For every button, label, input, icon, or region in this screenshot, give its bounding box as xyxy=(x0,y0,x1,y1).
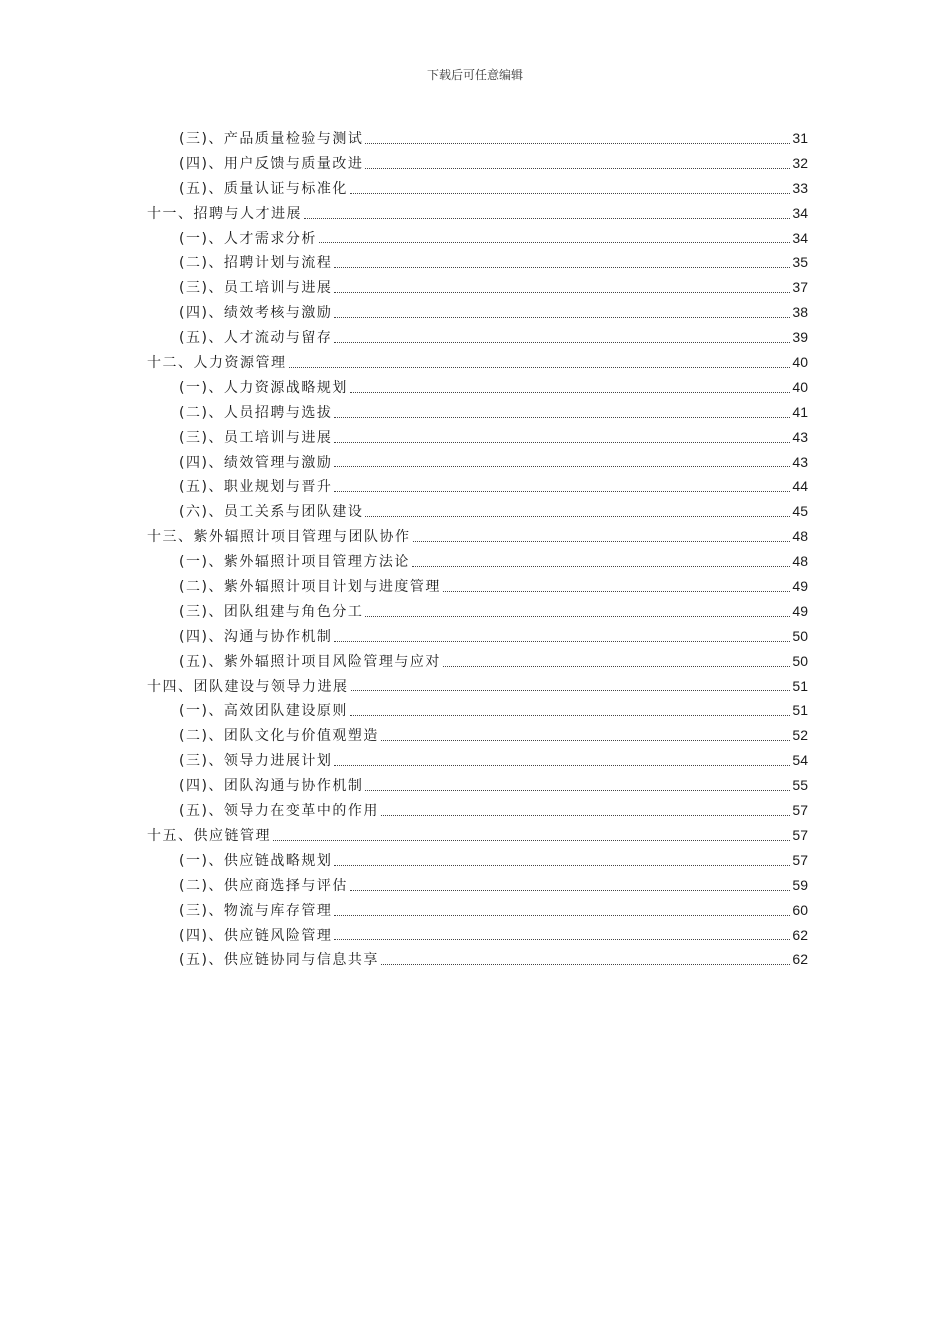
toc-entry[interactable] xyxy=(147,823,808,848)
toc-entry-label: (五)、领导力在变革中的作用 xyxy=(179,803,379,820)
toc-entry-label: (二)、供应商选择与评估 xyxy=(179,877,348,894)
toc-entry[interactable] xyxy=(147,873,808,898)
toc-entry-label: (四)、沟通与协作机制 xyxy=(179,628,333,645)
toc-entry[interactable] xyxy=(147,300,808,325)
toc-entry-label: (三)、团队组建与角色分工 xyxy=(179,603,364,620)
toc-entry[interactable] xyxy=(147,898,808,923)
toc-entry-label: (三)、员工培训与进展 xyxy=(179,429,333,446)
toc-entry[interactable] xyxy=(147,474,808,499)
toc-entry[interactable] xyxy=(147,549,808,574)
toc-entry-label: 十四、团队建设与领导力进展 xyxy=(147,678,349,695)
toc-entry-page-number: 33 xyxy=(792,179,808,196)
toc-entry-page-number: 38 xyxy=(792,304,808,321)
toc-dot-leader xyxy=(365,135,790,144)
toc-entry[interactable] xyxy=(147,425,808,450)
toc-entry-label: 十一、招聘与人才进展 xyxy=(147,205,302,222)
toc-dot-leader xyxy=(443,583,790,592)
toc-entry-page-number: 57 xyxy=(792,826,808,843)
toc-dot-leader xyxy=(365,608,790,617)
toc-entry-label: (二)、团队文化与价值观塑造 xyxy=(179,728,379,745)
toc-dot-leader xyxy=(334,931,790,940)
toc-entry[interactable] xyxy=(147,599,808,624)
toc-entry-label: (四)、供应链风险管理 xyxy=(179,927,333,944)
toc-entry-page-number: 41 xyxy=(792,403,808,420)
toc-entry-label: (五)、供应链协同与信息共享 xyxy=(179,952,379,969)
toc-entry[interactable] xyxy=(147,947,808,972)
toc-entry-page-number: 49 xyxy=(792,602,808,619)
toc-dot-leader xyxy=(381,956,790,965)
toc-entry-page-number: 51 xyxy=(792,677,808,694)
toc-entry-page-number: 44 xyxy=(792,478,808,495)
toc-dot-leader xyxy=(334,483,790,492)
toc-dot-leader xyxy=(273,832,790,841)
toc-entry-page-number: 62 xyxy=(792,926,808,943)
toc-entry-page-number: 34 xyxy=(792,204,808,221)
toc-entry-page-number: 43 xyxy=(792,453,808,470)
toc-dot-leader xyxy=(334,409,790,418)
toc-entry[interactable] xyxy=(147,624,808,649)
toc-entry[interactable] xyxy=(147,226,808,251)
toc-entry[interactable] xyxy=(147,674,808,699)
toc-entry-page-number: 40 xyxy=(792,354,808,371)
toc-entry-page-number: 57 xyxy=(792,851,808,868)
toc-entry-page-number: 50 xyxy=(792,627,808,644)
toc-entry[interactable] xyxy=(147,748,808,773)
toc-entry-page-number: 34 xyxy=(792,229,808,246)
toc-entry[interactable] xyxy=(147,773,808,798)
toc-entry-page-number: 35 xyxy=(792,254,808,271)
toc-entry[interactable] xyxy=(147,798,808,823)
toc-dot-leader xyxy=(334,633,790,642)
toc-entry[interactable] xyxy=(147,848,808,873)
toc-entry[interactable] xyxy=(147,400,808,425)
toc-entry[interactable] xyxy=(147,176,808,201)
toc-entry[interactable] xyxy=(147,375,808,400)
toc-dot-leader xyxy=(443,658,790,667)
toc-dot-leader xyxy=(334,284,790,293)
toc-entry-page-number: 54 xyxy=(792,752,808,769)
toc-entry[interactable] xyxy=(147,126,808,151)
toc-entry-page-number: 60 xyxy=(792,901,808,918)
toc-entry-label: (一)、紫外辐照计项目管理方法论 xyxy=(179,554,410,571)
toc-dot-leader xyxy=(334,334,790,343)
toc-entry-label: (一)、供应链战略规划 xyxy=(179,852,333,869)
toc-dot-leader xyxy=(365,508,790,517)
toc-entry-page-number: 52 xyxy=(792,727,808,744)
toc-entry-label: (一)、高效团队建设原则 xyxy=(179,703,348,720)
toc-entry[interactable] xyxy=(147,698,808,723)
toc-entry-label: (五)、紫外辐照计项目风险管理与应对 xyxy=(179,653,441,670)
toc-dot-leader xyxy=(334,259,790,268)
toc-entry[interactable] xyxy=(147,524,808,549)
toc-entry-page-number: 48 xyxy=(792,553,808,570)
toc-dot-leader xyxy=(381,807,790,816)
toc-dot-leader xyxy=(334,757,790,766)
toc-entry-label: 十五、供应链管理 xyxy=(147,827,271,844)
toc-dot-leader xyxy=(334,434,790,443)
table-of-contents xyxy=(147,126,808,972)
toc-entry[interactable] xyxy=(147,350,808,375)
toc-entry-page-number: 59 xyxy=(792,876,808,893)
toc-dot-leader xyxy=(365,160,790,169)
toc-dot-leader xyxy=(304,210,790,219)
toc-entry-page-number: 57 xyxy=(792,802,808,819)
toc-entry-label: (三)、领导力进展计划 xyxy=(179,753,333,770)
toc-dot-leader xyxy=(365,782,790,791)
toc-dot-leader xyxy=(319,234,790,243)
toc-entry-page-number: 43 xyxy=(792,428,808,445)
toc-entry[interactable] xyxy=(147,275,808,300)
toc-entry[interactable] xyxy=(147,151,808,176)
toc-entry-page-number: 55 xyxy=(792,777,808,794)
toc-entry-label: 十二、人力资源管理 xyxy=(147,355,287,372)
toc-dot-leader xyxy=(334,458,790,467)
toc-entry-label: 十三、紫外辐照计项目管理与团队协作 xyxy=(147,529,411,546)
toc-entry-label: (五)、人才流动与留存 xyxy=(179,330,333,347)
toc-entry-label: (五)、质量认证与标准化 xyxy=(179,180,348,197)
toc-entry-label: (六)、员工关系与团队建设 xyxy=(179,504,364,521)
toc-dot-leader xyxy=(350,384,790,393)
toc-entry-label: (四)、绩效考核与激励 xyxy=(179,305,333,322)
toc-entry[interactable] xyxy=(147,450,808,475)
toc-entry-page-number: 39 xyxy=(792,329,808,346)
toc-entry-label: (四)、绩效管理与激励 xyxy=(179,454,333,471)
toc-entry-page-number: 31 xyxy=(792,130,808,146)
toc-entry-label: (四)、团队沟通与协作机制 xyxy=(179,778,364,795)
toc-entry-label: (三)、员工培训与进展 xyxy=(179,280,333,297)
toc-dot-leader xyxy=(289,359,791,368)
toc-dot-leader xyxy=(412,558,790,567)
toc-entry-label: (一)、人力资源战略规划 xyxy=(179,379,348,396)
toc-entry-page-number: 37 xyxy=(792,279,808,296)
page-header: 下载后可任意编辑 xyxy=(426,68,523,82)
toc-entry-page-number: 32 xyxy=(792,154,808,171)
toc-entry-label: (三)、物流与库存管理 xyxy=(179,902,333,919)
toc-dot-leader xyxy=(351,682,791,691)
toc-entry[interactable] xyxy=(147,250,808,275)
toc-dot-leader xyxy=(350,185,790,194)
toc-entry-label: (五)、职业规划与晋升 xyxy=(179,479,333,496)
toc-entry-page-number: 48 xyxy=(792,528,808,545)
toc-dot-leader xyxy=(413,533,791,542)
toc-entry[interactable] xyxy=(147,574,808,599)
toc-dot-leader xyxy=(350,707,790,716)
toc-entry[interactable] xyxy=(147,499,808,524)
toc-entry-label: (四)、用户反馈与质量改进 xyxy=(179,155,364,172)
toc-dot-leader xyxy=(334,907,790,916)
toc-entry-label: (二)、招聘计划与流程 xyxy=(179,255,333,272)
toc-entry[interactable] xyxy=(147,201,808,226)
toc-entry[interactable] xyxy=(147,649,808,674)
toc-entry-page-number: 40 xyxy=(792,378,808,395)
toc-dot-leader xyxy=(381,732,790,741)
toc-entry-page-number: 45 xyxy=(792,503,808,520)
toc-entry-page-number: 50 xyxy=(792,652,808,669)
toc-entry[interactable] xyxy=(147,325,808,350)
toc-entry-label: (一)、人才需求分析 xyxy=(179,230,317,247)
toc-entry-label: (二)、人员招聘与选拔 xyxy=(179,404,333,421)
toc-entry-page-number: 51 xyxy=(792,702,808,719)
toc-entry-label: (三)、产品质量检验与测试 xyxy=(179,131,364,147)
toc-entry-page-number: 49 xyxy=(792,578,808,595)
toc-dot-leader xyxy=(350,882,790,891)
toc-dot-leader xyxy=(334,857,790,866)
toc-entry-label: (二)、紫外辐照计项目计划与进度管理 xyxy=(179,579,441,596)
toc-dot-leader xyxy=(334,309,790,318)
toc-entry[interactable] xyxy=(147,723,808,748)
toc-entry-page-number: 62 xyxy=(792,951,808,968)
toc-entry[interactable] xyxy=(147,923,808,948)
